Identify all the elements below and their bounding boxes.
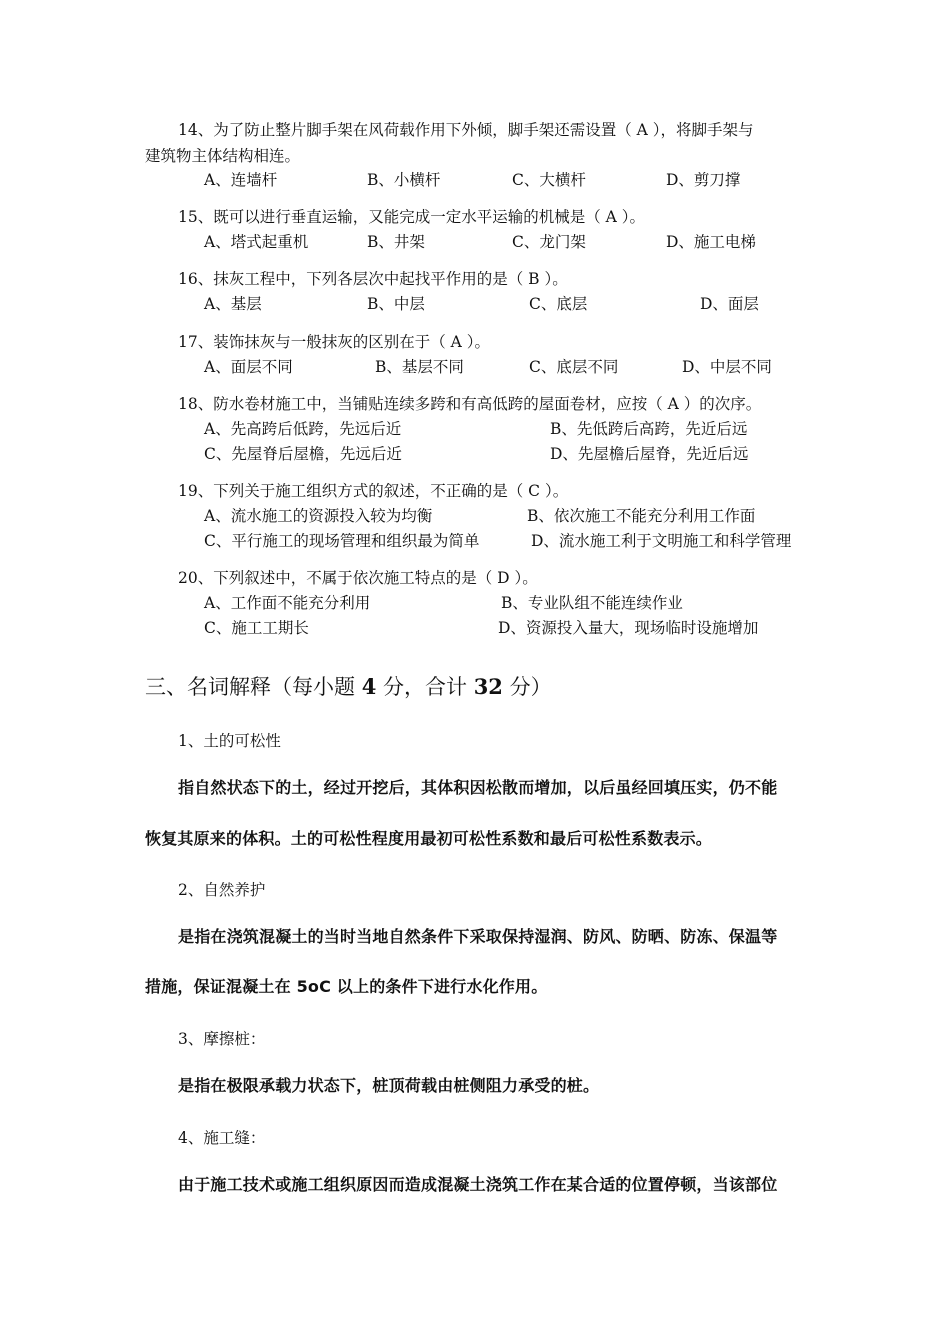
question-15-option-a: A、塔式起重机: [204, 233, 309, 251]
question-17-option-a: A、面层不同: [204, 358, 293, 376]
term-3-title: 3、摩擦桩：: [178, 1030, 266, 1048]
question-17-option-d: D、中层不同: [682, 358, 772, 376]
question-14-stem-continued: 建筑物主体结构相连。: [145, 147, 301, 165]
question-18-option-b: B、先低跨后高跨，先近后远: [550, 420, 748, 438]
term-1-definition-line-2: 恢复其原来的体积。土的可松性程度用最初可松性系数和最后可松性系数表示。: [145, 829, 713, 848]
question-16-option-a: A、基层: [204, 295, 262, 313]
question-17-option-b: B、基层不同: [375, 358, 464, 376]
question-20-option-b: B、专业队组不能连续作业: [501, 594, 683, 612]
question-18-option-d: D、先屋檐后屋脊，先近后远: [550, 445, 749, 463]
question-14-option-d: D、剪刀撑: [666, 171, 741, 189]
question-18-option-a: A、先高跨后低跨，先远后近: [204, 420, 402, 438]
section-heading-points-total: 32: [473, 674, 503, 699]
question-19-option-c: C、平行施工的现场管理和组织最为简单: [204, 532, 480, 550]
question-20-stem: 20、下列叙述中，不属于依次施工特点的是（ D ）。: [178, 569, 538, 587]
question-17-stem: 17、装饰抹灰与一般抹灰的区别在于（ A ）。: [178, 333, 491, 351]
question-15-option-d: D、施工电梯: [666, 233, 756, 251]
question-15-option-b: B、井架: [367, 233, 425, 251]
term-2-definition-line-1: 是指在浇筑混凝土的当时当地自然条件下采取保持湿润、防风、防晒、防冻、保温等: [178, 927, 778, 946]
term-2-title: 2、自然养护: [178, 881, 266, 899]
question-20-option-d: D、资源投入量大，现场临时设施增加: [498, 619, 759, 637]
term-4-title: 4、施工缝：: [178, 1129, 266, 1147]
question-16-option-b: B、中层: [367, 295, 425, 313]
term-2-definition-line-2: 措施，保证混凝土在 5oC 以上的条件下进行水化作用。: [145, 977, 548, 996]
question-19-stem: 19、下列关于施工组织方式的叙述，不正确的是（ C ）。: [178, 482, 569, 500]
question-14-option-a: A、连墙杆: [204, 171, 278, 189]
term-1-title: 1、土的可松性: [178, 732, 281, 750]
section-heading-mid: 分，合计: [383, 675, 467, 699]
question-16-option-c: C、底层: [529, 295, 588, 313]
question-20-option-c: C、施工工期长: [204, 619, 309, 637]
term-1-definition-line-1: 指自然状态下的土，经过开挖后，其体积因松散而增加，以后虽经回填压实，仍不能: [178, 778, 778, 797]
question-15-option-c: C、龙门架: [512, 233, 586, 251]
question-20-option-a: A、工作面不能充分利用: [204, 594, 371, 612]
term-4-definition-line-1: 由于施工技术或施工组织原因而造成混凝土浇筑工作在某合适的位置停顿，当该部位: [178, 1175, 778, 1194]
section-heading: [145, 671, 552, 701]
section-heading-suffix: 分）: [509, 675, 552, 699]
question-14-option-b: B、小横杆: [367, 171, 441, 189]
question-18-stem: 18、防水卷材施工中，当铺贴连续多跨和有高低跨的屋面卷材，应按（ A ）的次序。: [178, 395, 762, 413]
question-19-option-b: B、依次施工不能充分利用工作面: [527, 507, 756, 525]
term-3-definition-line-1: 是指在极限承载力状态下，桩顶荷载由桩侧阻力承受的桩。: [178, 1076, 600, 1095]
question-17-option-c: C、底层不同: [529, 358, 619, 376]
question-16-option-d: D、面层: [700, 295, 759, 313]
question-14-option-c: C、大横杆: [512, 171, 586, 189]
question-19-option-a: A、流水施工的资源投入较为均衡: [204, 507, 433, 525]
question-16-stem: 16、抹灰工程中，下列各层次中起找平作用的是（ B ）。: [178, 270, 568, 288]
question-14-stem: 14、为了防止整片脚手架在风荷载作用下外倾，脚手架还需设置（ A ），将脚手架与: [178, 121, 754, 139]
section-heading-prefix: 三、名词解释（每小题: [145, 675, 355, 699]
question-18-option-c: C、先屋脊后屋檐，先远后近: [204, 445, 402, 463]
question-19-option-d: D、流水施工利于文明施工和科学管理: [531, 532, 792, 550]
question-15-stem: 15、既可以进行垂直运输，又能完成一定水平运输的机械是（ A ）。: [178, 208, 646, 226]
section-heading-points-each: 4: [361, 674, 377, 699]
